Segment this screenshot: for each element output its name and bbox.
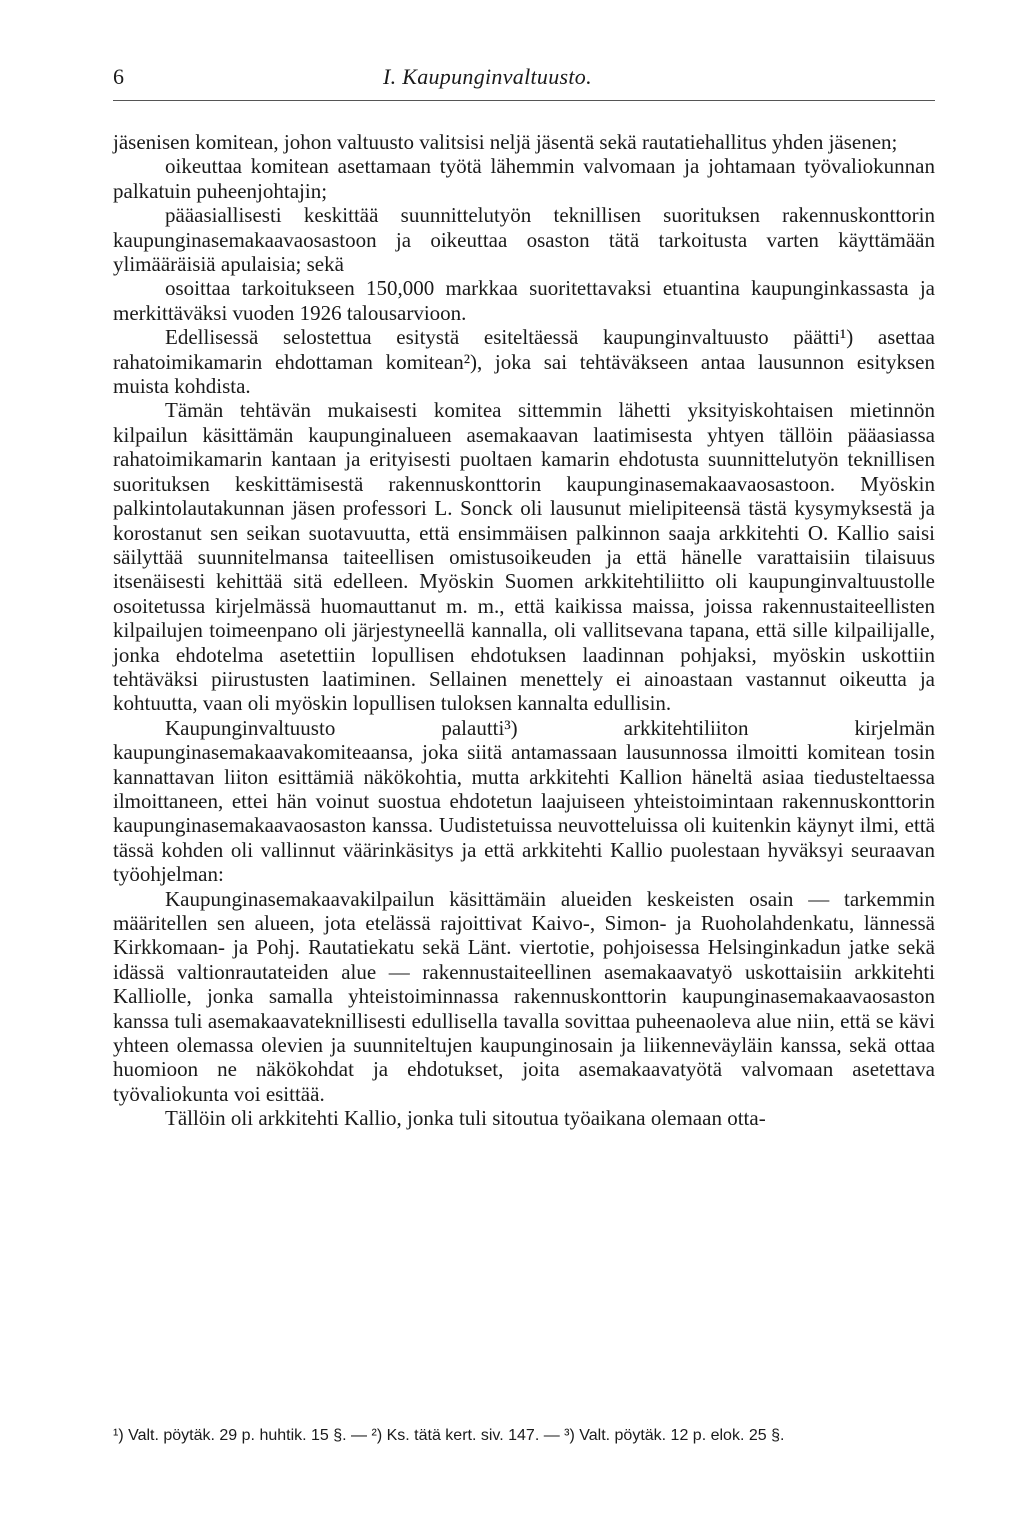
paragraph-3: pääasiallisesti keskittää suunnittelutyön teknillisen suorituksen rakennuskonttorin kaupunginasemakaavaosastoon ja oikeuttaa osaston tätä tarkoitusta varten käyttämään ylimääräisiä apulaisia; sekä [113, 203, 935, 277]
body-text [113, 130, 935, 1131]
paragraph-5: Edellisessä selostettua esitystä esiteltäessä kaupunginvaltuusto päätti¹) asettaa rahatoimikamarin ehdottaman komitean²), joka sai tehtäväkseen antaa lausunnon esityksen muista kohdista. [113, 325, 935, 399]
running-title: I. Kaupunginvaltuusto. [383, 64, 592, 89]
header-rule [113, 100, 935, 101]
paragraph-2: oikeuttaa komitean asettamaan työtä lähemmin valvomaan ja johtamaan työvaliokunnan palkatuin puheenjohtajin; [113, 154, 935, 203]
paragraph-8: Kaupunginasemakaavakilpailun käsittämäin alueiden keskeisten osain — tarkemmin määritellen sen alueen, jota etelässä rajoittivat Kaivo-, Simon- ja Ruoholahdenkatu, lännessä Kirkkomaan- ja Pohj. Rautatiekatu sekä Länt. viertotie, pohjoisessa Helsinginkadun jatke sekä idässä valtionrautateiden alue — rakennustaiteellinen asemakaavatyö uskottaisiin arkkitehti Kalliolle, jonka samalla yhteistoiminnassa rakennuskonttorin kaupunginasemakaavaosaston kanssa tuli asemakaavateknillisesti edullisella tavalla sovittaa puheenaoleva alue niin, että se kävi yhteen olemassa olevien ja suunniteltujen kaupunginosain ja liikenneväyläin kanssa, sekä ottaa huomioon ne näkökohdat ja ehdotukset, joita asemakaavatyötä valvomaan asetettava työvaliokunta voi esittää. [113, 886, 935, 1106]
paragraph-6: Tämän tehtävän mukaisesti komitea sittemmin lähetti yksityiskohtaisen mietinnön kilpailun käsittämän kaupunginalueen asemakaavan laatimisesta yhtyen tällöin pääasiassa rahatoimikamarin kantaan ja erityisesti puoltaen kamarin ehdotusta suunnittelutyön teknillisen suorituksen keskittämisestä rakennuskonttorin kaupunginasemakaavaosastoon. Myöskin palkintolautakunnan jäsen professori L. Sonck oli lausunut mielipiteensä tästä kysymyksestä ja korostanut sen seikan suotavuutta, että ensimmäisen palkinnon saaja arkkitehti O. Kallio saisi säilyttää suunnitelmansa taiteellisen omistusoikeuden ja että hänelle varattaisiin tilaisuus itsenäisesti kehittää sitä edelleen. Myöskin Suomen arkkitehtiliitto oli kaupunginvaltuustolle osoitetussa kirjelmässä huomauttanut m. m., että kaikissa maissa, joissa rakennustaiteellisten kilpailujen toimeenpano oli järjestyneellä kannalla, oli vallitsevana tapana, että sille kilpailijalle, jonka ehdotelma asetettiin lopullisen ehdotuksen laadinnan pohjaksi, myöskin uskottiin tehtäväksi piirustusten laatiminen. Sellainen menettely ei ainoastaan vastannut oikeutta ja kohtuutta, vaan oli myöskin lopullisen tuloksen kannalta edullisin. [113, 398, 935, 716]
footnotes: ¹) Valt. pöytäk. 29 p. huhtik. 15 §. — ²) Ks. tätä kert. siv. 147. — ³) Valt. pöytäk. 12 p. elok. 25 §. [113, 1427, 785, 1444]
paragraph-9: Tällöin oli arkkitehti Kallio, jonka tuli sitoutua työaikana olemaan otta- [165, 1106, 766, 1131]
page-header [113, 62, 935, 96]
page-number: 6 [113, 64, 124, 89]
paragraph-4: osoittaa tarkoitukseen 150,000 markkaa suoritettavaksi etuantina kaupunginkassasta ja merkittäväksi vuoden 1926 talousarvioon. [113, 276, 935, 325]
paragraph-1: jäsenisen komitean, johon valtuusto valitsisi neljä jäsentä sekä rautatiehallitus yhden jäsenen; [113, 130, 898, 154]
paragraph-7: Kaupunginvaltuusto palautti³) arkkitehtiliiton kirjelmän kaupunginasemakaavakomiteaansa, joka siitä antamassaan lausunnossa ilmoitti komitean tosin kannattavan liiton esittämiä näkökohtia, mutta arkkitehti Kallion häneltä asiaa tiedusteltaessa ilmoittaneen, ettei hän voinut suostua ehdotetun laajuiseen yhteistoimintaan rakennuskonttorin kaupunginasemakaavaosaston kanssa. Uudistetuissa neuvotteluissa oli kuitenkin käynyt ilmi, että tässä kohden oli vallinnut väärinkäsitys ja että arkkitehti Kallio puolestaan hyväksyi seuraavan työohjelman: [113, 715, 935, 887]
